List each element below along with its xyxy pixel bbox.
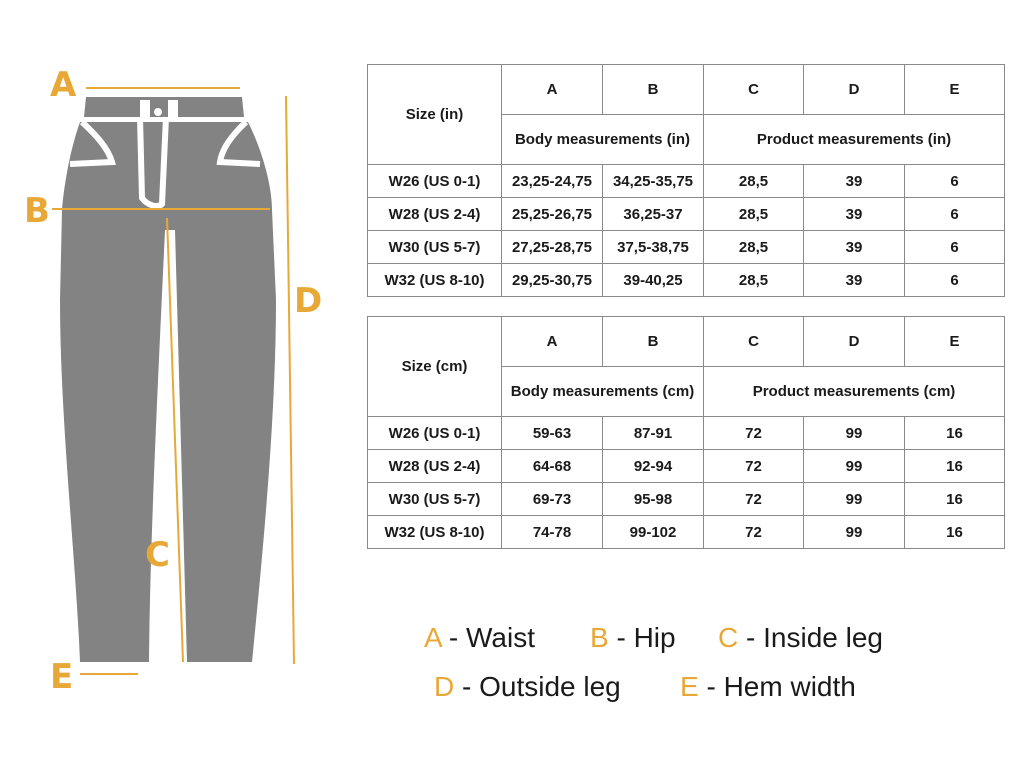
- outside-leg-line: [286, 96, 294, 664]
- row-size: W30 (US 5-7): [368, 483, 502, 516]
- cell: 99-102: [603, 516, 704, 549]
- cell: 6: [905, 198, 1005, 231]
- row-size: W26 (US 0-1): [368, 165, 502, 198]
- legend-key: B: [590, 622, 609, 653]
- waistband: [84, 97, 244, 117]
- cell: 99: [804, 516, 905, 549]
- cell: 39-40,25: [603, 264, 704, 297]
- mark-e: E: [50, 657, 74, 697]
- legend-inside-leg: [718, 622, 883, 654]
- column-header: B: [603, 65, 704, 115]
- table-row: [368, 198, 1005, 231]
- legend-key: D: [434, 671, 455, 702]
- legend-label: - Hip: [608, 622, 676, 653]
- legend-hem-width: [680, 671, 856, 703]
- product-measurements-label: Product measurements (cm): [704, 367, 1005, 417]
- product-measurements-label: Product measurements (in): [704, 115, 1005, 165]
- table-row: [368, 165, 1005, 198]
- button-icon: [154, 108, 162, 116]
- cell: 6: [905, 231, 1005, 264]
- table-row: [368, 417, 1005, 450]
- row-size: W32 (US 8-10): [368, 516, 502, 549]
- cell: 37,5-38,75: [603, 231, 704, 264]
- cell: 92-94: [603, 450, 704, 483]
- cell: 99: [804, 483, 905, 516]
- cell: 28,5: [704, 264, 804, 297]
- jeans-body: [60, 122, 276, 662]
- column-header: A: [502, 317, 603, 367]
- size-header: Size (in): [368, 65, 502, 165]
- table-row: [368, 483, 1005, 516]
- cell: 99: [804, 417, 905, 450]
- table-row: [368, 264, 1005, 297]
- row-size: W28 (US 2-4): [368, 198, 502, 231]
- cell: 72: [704, 417, 804, 450]
- table-row: [368, 450, 1005, 483]
- cell: 64-68: [502, 450, 603, 483]
- cell: 39: [804, 264, 905, 297]
- mark-a: A: [50, 65, 77, 105]
- cell: 27,25-28,75: [502, 231, 603, 264]
- size-table-cm: [367, 316, 1005, 549]
- cell: 95-98: [603, 483, 704, 516]
- belt-loop: [168, 100, 178, 118]
- legend-hip: [590, 622, 676, 654]
- table-row: [368, 231, 1005, 264]
- row-size: W28 (US 2-4): [368, 450, 502, 483]
- body-measurements-label: Body measurements (in): [502, 115, 704, 165]
- cell: 39: [804, 198, 905, 231]
- row-size: W32 (US 8-10): [368, 264, 502, 297]
- cell: 6: [905, 264, 1005, 297]
- cell: 28,5: [704, 165, 804, 198]
- cell: 23,25-24,75: [502, 165, 603, 198]
- cell: 87-91: [603, 417, 704, 450]
- cell: 39: [804, 231, 905, 264]
- legend-label: - Hem width: [698, 671, 856, 702]
- mark-c: C: [145, 535, 170, 575]
- mark-d: D: [294, 281, 323, 321]
- cell: 74-78: [502, 516, 603, 549]
- row-size: W26 (US 0-1): [368, 417, 502, 450]
- cell: 59-63: [502, 417, 603, 450]
- column-header: D: [804, 317, 905, 367]
- cell: 16: [905, 483, 1005, 516]
- cell: 69-73: [502, 483, 603, 516]
- legend-label: - Waist: [441, 622, 535, 653]
- size-table-inches: [367, 64, 1005, 297]
- legend-label: - Inside leg: [738, 622, 883, 653]
- cell: 16: [905, 417, 1005, 450]
- cell: 6: [905, 165, 1005, 198]
- mark-b: B: [24, 191, 50, 231]
- cell: 34,25-35,75: [603, 165, 704, 198]
- cell: 28,5: [704, 198, 804, 231]
- cell: 29,25-30,75: [502, 264, 603, 297]
- cell: 72: [704, 516, 804, 549]
- legend-key: C: [718, 622, 739, 653]
- legend-key: E: [680, 671, 699, 702]
- table-row: [368, 516, 1005, 549]
- size-header: Size (cm): [368, 317, 502, 417]
- cell: 72: [704, 450, 804, 483]
- cell: 39: [804, 165, 905, 198]
- legend-key: A: [424, 622, 442, 653]
- row-size: W30 (US 5-7): [368, 231, 502, 264]
- cell: 16: [905, 450, 1005, 483]
- cell: 28,5: [704, 231, 804, 264]
- cell: 36,25-37: [603, 198, 704, 231]
- column-header: C: [704, 317, 804, 367]
- cell: 99: [804, 450, 905, 483]
- column-header: B: [603, 317, 704, 367]
- legend-label: - Outside leg: [454, 671, 621, 702]
- column-header: E: [905, 317, 1005, 367]
- body-measurements-label: Body measurements (cm): [502, 367, 704, 417]
- legend-waist: [424, 622, 535, 654]
- column-header: E: [905, 65, 1005, 115]
- legend-outside-leg: [434, 671, 621, 703]
- column-header: C: [704, 65, 804, 115]
- belt-loop: [140, 100, 150, 118]
- jeans-diagram: [0, 0, 340, 768]
- column-header: D: [804, 65, 905, 115]
- cell: 25,25-26,75: [502, 198, 603, 231]
- cell: 16: [905, 516, 1005, 549]
- cell: 72: [704, 483, 804, 516]
- column-header: A: [502, 65, 603, 115]
